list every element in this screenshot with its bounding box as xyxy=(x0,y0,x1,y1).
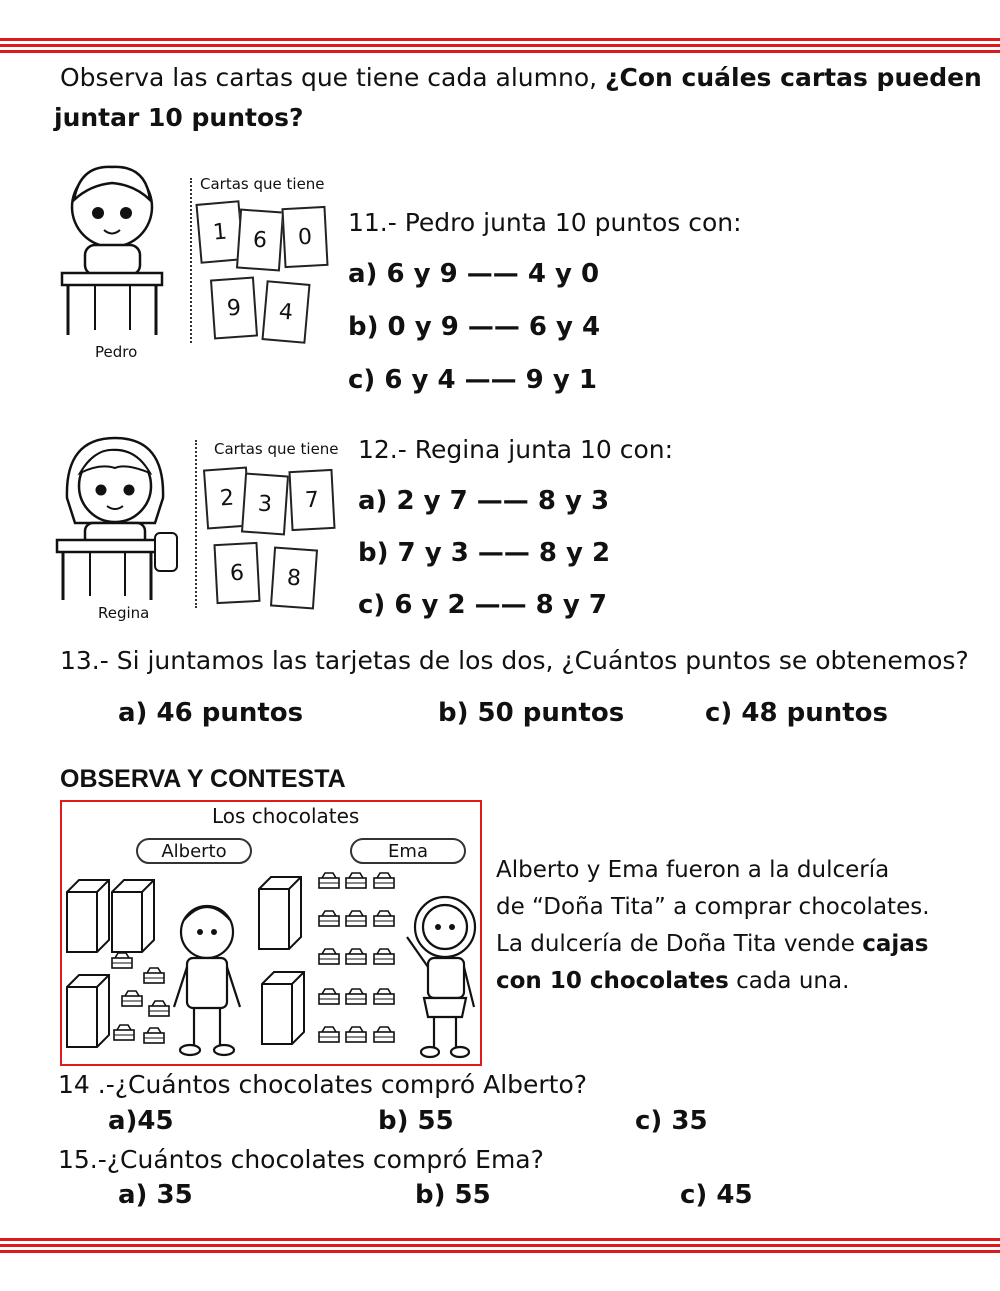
pedro-illustration xyxy=(60,155,170,340)
question-14: 14 .-¿Cuántos chocolates compró Alberto? xyxy=(58,1070,588,1099)
regina-card: 3 xyxy=(241,473,289,536)
regina-name: Regina xyxy=(98,604,150,622)
intro-line-2: juntar 10 puntos? xyxy=(54,103,304,132)
q12-option-b[interactable]: b) 7 y 3 —— 8 y 2 xyxy=(358,538,611,568)
question-12: 12.- Regina junta 10 con: xyxy=(358,435,674,464)
q14-option-c[interactable]: c) 35 xyxy=(635,1106,708,1136)
panel-title: Los chocolates xyxy=(212,804,360,828)
q13-option-c[interactable]: c) 48 puntos xyxy=(705,698,888,728)
q13-option-a[interactable]: a) 46 puntos xyxy=(118,698,304,728)
q12-option-c[interactable]: c) 6 y 2 —— 8 y 7 xyxy=(358,590,607,620)
name-label-ema: Ema xyxy=(350,838,466,864)
divider xyxy=(190,178,192,343)
story-bold-10-chocolates: con 10 chocolates xyxy=(496,968,729,994)
pedro-name: Pedro xyxy=(95,343,138,361)
q11-option-b[interactable]: b) 0 y 9 —— 6 y 4 xyxy=(348,312,601,342)
intro-text: Observa las cartas que tiene cada alumno, xyxy=(60,63,598,92)
q11-option-c[interactable]: c) 6 y 4 —— 9 y 1 xyxy=(348,365,597,395)
divider xyxy=(195,440,197,608)
story-line-1: Alberto y Ema fueron a la dulcería xyxy=(496,857,890,883)
regina-card: 8 xyxy=(270,547,318,610)
question-11: 11.- Pedro junta 10 puntos con: xyxy=(348,208,742,237)
pedro-cards-title: Cartas que tiene xyxy=(200,175,325,193)
q14-option-a[interactable]: a)45 xyxy=(108,1106,174,1136)
pedro-card: 4 xyxy=(261,280,310,344)
q14-option-b[interactable]: b) 55 xyxy=(378,1106,454,1136)
q12-option-a[interactable]: a) 2 y 7 —— 8 y 3 xyxy=(358,486,610,516)
question-15: 15.-¿Cuántos chocolates compró Ema? xyxy=(58,1145,544,1174)
intro-bold-question: ¿Con cuáles cartas pueden xyxy=(605,63,982,92)
question-13: 13.- Si juntamos las tarjetas de los dos, ¿Cuántos puntos se obtenemos? xyxy=(60,646,969,675)
story-line-4-text: cada una. xyxy=(736,968,850,994)
story-line-3 xyxy=(496,926,930,963)
q15-option-a[interactable]: a) 35 xyxy=(118,1180,193,1210)
regina-card: 7 xyxy=(288,469,335,531)
story-bold-cajas: cajas xyxy=(862,931,929,957)
pedro-card: 0 xyxy=(281,206,328,268)
story-paragraph xyxy=(496,852,930,1000)
regina-card: 6 xyxy=(213,542,260,604)
story-line-2: de “Doña Tita” a comprar chocolates. xyxy=(496,894,930,920)
pedro-card: 6 xyxy=(236,209,284,272)
section-heading: OBSERVA Y CONTESTA xyxy=(60,765,346,793)
q15-option-b[interactable]: b) 55 xyxy=(415,1180,491,1210)
q13-option-b[interactable]: b) 50 puntos xyxy=(438,698,625,728)
chocolates-panel xyxy=(60,800,482,1066)
pedro-card: 1 xyxy=(195,200,244,264)
q11-option-a[interactable]: a) 6 y 9 —— 4 y 0 xyxy=(348,259,600,289)
name-label-alberto: Alberto xyxy=(136,838,252,864)
pedro-card: 9 xyxy=(210,277,258,340)
q15-option-c[interactable]: c) 45 xyxy=(680,1180,753,1210)
top-border-stripes xyxy=(0,38,1000,56)
regina-card: 2 xyxy=(203,467,251,530)
story-line-4 xyxy=(496,963,930,1000)
regina-cards-title: Cartas que tiene xyxy=(214,440,339,458)
chocolates-illustration xyxy=(62,802,480,1064)
regina-illustration xyxy=(55,428,185,606)
story-line-3-text: La dulcería de Doña Tita vende xyxy=(496,931,855,957)
bottom-border-stripes xyxy=(0,1238,1000,1256)
intro-line-1 xyxy=(60,58,982,98)
